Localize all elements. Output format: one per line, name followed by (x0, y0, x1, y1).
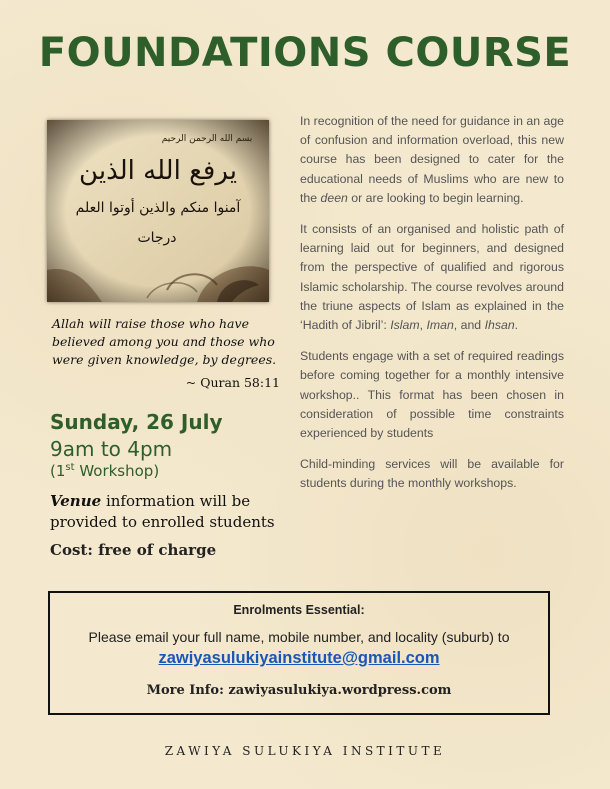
enrolment-instruction: Please email your full name, mobile number, and locality (suburb) to (88, 629, 510, 645)
description-paragraph-1: In recognition of the need for guidance in an age of confusion and information overload, this new course has been designed to cater for the educational needs of Muslims who are new to the deen or are looking to begin learning. (300, 114, 564, 205)
more-info: More Info: zawiyasulukiya.wordpress.com (146, 683, 452, 698)
enrolment-email-link[interactable]: zawiyasulukiyainstitute@gmail.com (158, 649, 440, 667)
arabic-line-1: يرفع الله الذين (79, 156, 237, 186)
workshop-label: (1st Workshop) (50, 462, 160, 480)
footer-organisation: ZAWIYA SULUKIYA INSTITUTE (164, 744, 446, 758)
arabic-line-2: آمنوا منكم والذين أوتوا العلم (75, 200, 241, 216)
enrolment-box (48, 591, 550, 715)
enrolment-heading: Enrolments Essential: (233, 603, 365, 617)
quran-reference: ~ Quran 58:11 (185, 375, 280, 390)
quran-quote: Allah will raise those who have believed among you and those who were given knowledge, by degrees. (52, 316, 277, 367)
venue-label: Venue (50, 492, 102, 510)
event-date: Sunday, 26 July (50, 410, 223, 434)
calligraphy-image (47, 120, 269, 302)
arabic-line-3: درجات (137, 230, 177, 246)
arabic-bismillah: بسم الله الرحمن الرحيم (161, 134, 253, 144)
description-column (300, 112, 564, 506)
venue-info: Venue information will be provided to enrolled students (50, 492, 275, 531)
cost-info: Cost: free of charge (50, 541, 217, 559)
page-title: FOUNDATIONS COURSE (38, 30, 572, 76)
event-time: 9am to 4pm (50, 437, 173, 461)
description-paragraph-3: Students engage with a set of required readings before coming together for a monthly intensive workshop.. This format has been chosen in consideration of possible time constraints experienced by students (300, 349, 564, 441)
description-paragraph-4: Child-minding services will be available for students during the monthly workshops. (300, 457, 564, 491)
description-paragraph-2: It consists of an organised and holistic path of learning laid out for beginners, and designed from the perspective of qualified and rigorous Islamic scholarship. The course revolves around the triune aspects of Islam as explained in the ‘Hadith of Jibril’: Islam, Iman, and Ihsan. (300, 222, 564, 333)
